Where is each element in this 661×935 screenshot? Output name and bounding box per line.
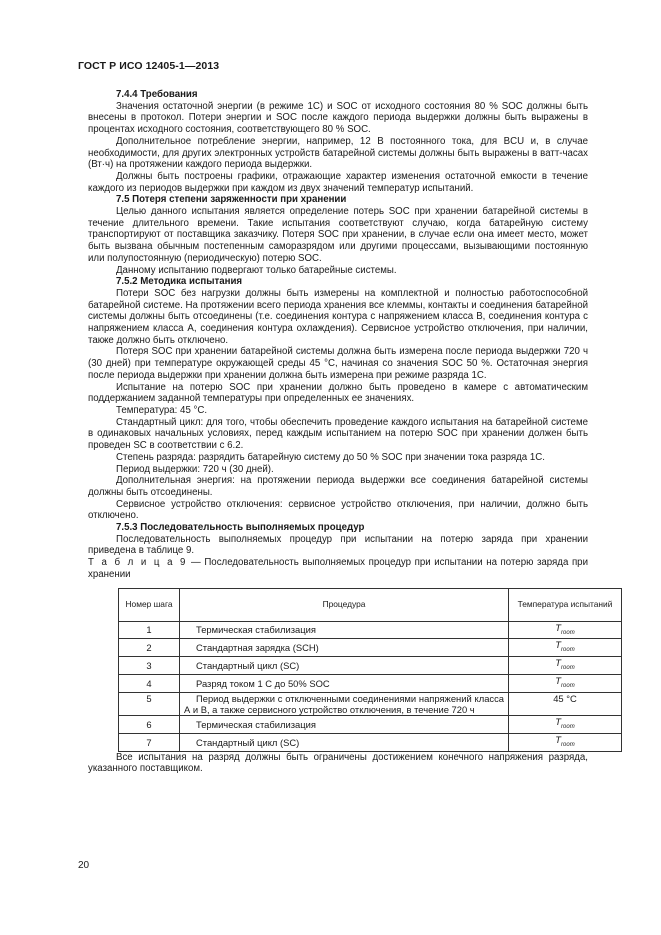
table-row bbox=[119, 693, 622, 716]
temperature-symbol: T bbox=[555, 716, 562, 728]
step-number-cell: 4 bbox=[119, 675, 180, 693]
header-step-number: Номер шага bbox=[119, 588, 180, 621]
step-number-cell: 7 bbox=[119, 733, 180, 751]
temperature-subscript: room bbox=[561, 647, 575, 654]
temperature-subscript: room bbox=[561, 683, 575, 690]
table-row bbox=[119, 675, 622, 693]
header-temperature: Температура испытаний bbox=[509, 588, 622, 621]
table-body bbox=[119, 621, 622, 751]
paragraph: Потери SOC без нагрузки должны быть измерены на комплектной и полностью работоспособной батарейной системе. На протяжении всего периода хранения все клеммы, контакты и соединения батарейной системы должны быть отсоединены (т.е. соединения контура с напряжением класса B, соединения контура с напряжением класса A, соединения контура охлаждения). Сервисное устройство отключения, при наличии, также должно быть отключено. bbox=[88, 287, 588, 346]
temperature-symbol: T bbox=[555, 621, 562, 633]
procedure-cell: Стандартный цикл (SC) bbox=[180, 657, 509, 675]
temperature-subscript: room bbox=[561, 665, 575, 672]
procedure-cell: Стандартный цикл (SC) bbox=[180, 733, 509, 751]
temperature-cell: 45 °С bbox=[509, 693, 622, 716]
document-body bbox=[88, 89, 613, 775]
temperature-cell bbox=[509, 716, 622, 734]
section-heading: 7.5.3 Последовательность выполняемых процедур bbox=[116, 522, 365, 534]
procedure-table bbox=[118, 588, 622, 752]
temperature-subscript: room bbox=[561, 741, 575, 748]
temperature-cell bbox=[509, 657, 622, 675]
table-caption bbox=[88, 557, 588, 580]
temperature-cell bbox=[509, 675, 622, 693]
temperature-symbol: T bbox=[555, 657, 562, 669]
section-heading: 7.5.2 Методика испытания bbox=[116, 276, 243, 288]
procedure-cell: Период выдержки с отключенными соединениями напряжений класса А и В, а также сервисного устройство отключения, в течение 720 ч bbox=[180, 693, 509, 716]
closing-paragraph: Все испытания на разряд должны быть ограничены достижением конечного напряжения разряда, указанного поставщиком. bbox=[88, 751, 588, 775]
step-number-cell: 2 bbox=[119, 639, 180, 657]
table-row bbox=[119, 657, 622, 675]
paragraph: Сервисное устройство отключения: сервисное устройство отключения, при наличии, должно быть отключено. bbox=[88, 498, 588, 522]
section-heading: 7.5 Потеря степени заряженности при хранении bbox=[116, 194, 347, 206]
procedure-cell: Термическая стабилизация bbox=[180, 716, 509, 734]
temperature-cell bbox=[509, 621, 622, 639]
paragraph: Целью данного испытания является определение потерь SOC при хранении батарейной системы в течение длительного времени. Такие испытания соответствуют случаю, когда батарейную систему транспортируют от поставщика заказчику. Потеря SOC при хранении, в случае если она имеет место, может быть вызвана обычным постепенным саморазрядом или другими процессами, вызывающими постоянную или полупостоянную (периодическую) потерю SOC. bbox=[88, 206, 588, 264]
temperature-symbol: T bbox=[555, 733, 562, 745]
paragraph: Испытание на потерю SOC при хранении должно быть проведено в камере с автоматическим поддержанием заданной температуры при определенных ее значениях. bbox=[88, 381, 588, 405]
table-row bbox=[119, 716, 622, 734]
temperature-subscript: room bbox=[561, 629, 575, 636]
paragraph: Период выдержки: 720 ч (30 дней). bbox=[116, 463, 274, 475]
temperature-symbol: T bbox=[555, 639, 562, 651]
paragraph: Температура: 45 °С. bbox=[116, 404, 208, 416]
paragraph: Значения остаточной энергии (в режиме 1C) и SOC от исходного состояния 80 % SOC должны быть внесены в протокол. Потери энергии и SOC после каждого периода выдержки должны быть выражены в процентах исходного состояния, соответствующего 80 % SOC. bbox=[88, 100, 588, 136]
paragraph: Дополнительная энергия: на протяжении периода выдержки все соединения батарейной системы должны быть отсоединены. bbox=[88, 475, 588, 498]
page-header: ГОСТ Р ИСО 12405-1—2013 bbox=[78, 60, 220, 72]
step-number-cell: 1 bbox=[119, 621, 180, 639]
paragraph: Стандартный цикл: для того, чтобы обеспечить проведение каждого испытания на батарейной системе в одинаковых начальных условиях, перед каждым испытанием на потерю SOC при хранении должен быть проведен SC в соответствии с 6.2. bbox=[88, 416, 588, 452]
table-caption-prefix: Т а б л и ц а 9 bbox=[88, 557, 188, 569]
header-procedure: Процедура bbox=[180, 588, 509, 621]
procedure-cell: Стандартная зарядка (SCH) bbox=[180, 639, 509, 657]
procedure-cell: Термическая стабилизация bbox=[180, 621, 509, 639]
temperature-symbol: T bbox=[555, 675, 562, 687]
table-row bbox=[119, 639, 622, 657]
paragraph: Должны быть построены графики, отражающие характер изменения остаточной емкости в течение каждого из периодов выдержки при каждом из двух значений температур испытаний. bbox=[88, 170, 588, 194]
step-number-cell: 3 bbox=[119, 657, 180, 675]
paragraph: Последовательность выполняемых процедур при испытании на потерю заряда при хранении приведена в таблице 9. bbox=[88, 533, 588, 557]
text-blocks bbox=[88, 89, 588, 557]
paragraph: Потеря SOC при хранении батарейной системы должна быть измерена после периода выдержки 720 ч (30 дней) при температуре окружающей среды 45 °С, начиная со значения SOC 50 %. Остаточная энергия после периода выдержки при хранении должна быть измерена при режиме разряда 1С. bbox=[88, 346, 588, 381]
temperature-subscript: room bbox=[561, 723, 575, 730]
procedure-cell: Разряд током 1 C до 50% SOC bbox=[180, 675, 509, 693]
table-row bbox=[119, 621, 622, 639]
step-number-cell: 6 bbox=[119, 716, 180, 734]
table-row bbox=[119, 733, 622, 751]
temperature-cell bbox=[509, 639, 622, 657]
table-caption-text: — Последовательность выполняемых процедур при испытании на потерю заряда при хранении bbox=[88, 557, 588, 580]
temperature-cell bbox=[509, 733, 622, 751]
step-number-cell: 5 bbox=[119, 693, 180, 716]
paragraph: Данному испытанию подвергают только батарейные системы. bbox=[116, 264, 397, 276]
paragraph: Степень разряда: разрядить батарейную систему до 50 % SOC при значении тока разряда 1С. bbox=[116, 451, 545, 463]
table-header-row bbox=[119, 588, 622, 621]
paragraph: Дополнительное потребление энергии, например, 12 В постоянного тока, для BCU и, в случае необходимости, для других электронных устройств батарейной системы должны быть выражены в ватт-часах (Вт·ч) на протяжении каждого периода выдержки. bbox=[88, 135, 588, 171]
section-heading: 7.4.4 Требования bbox=[116, 89, 198, 100]
page-number: 20 bbox=[78, 860, 90, 871]
